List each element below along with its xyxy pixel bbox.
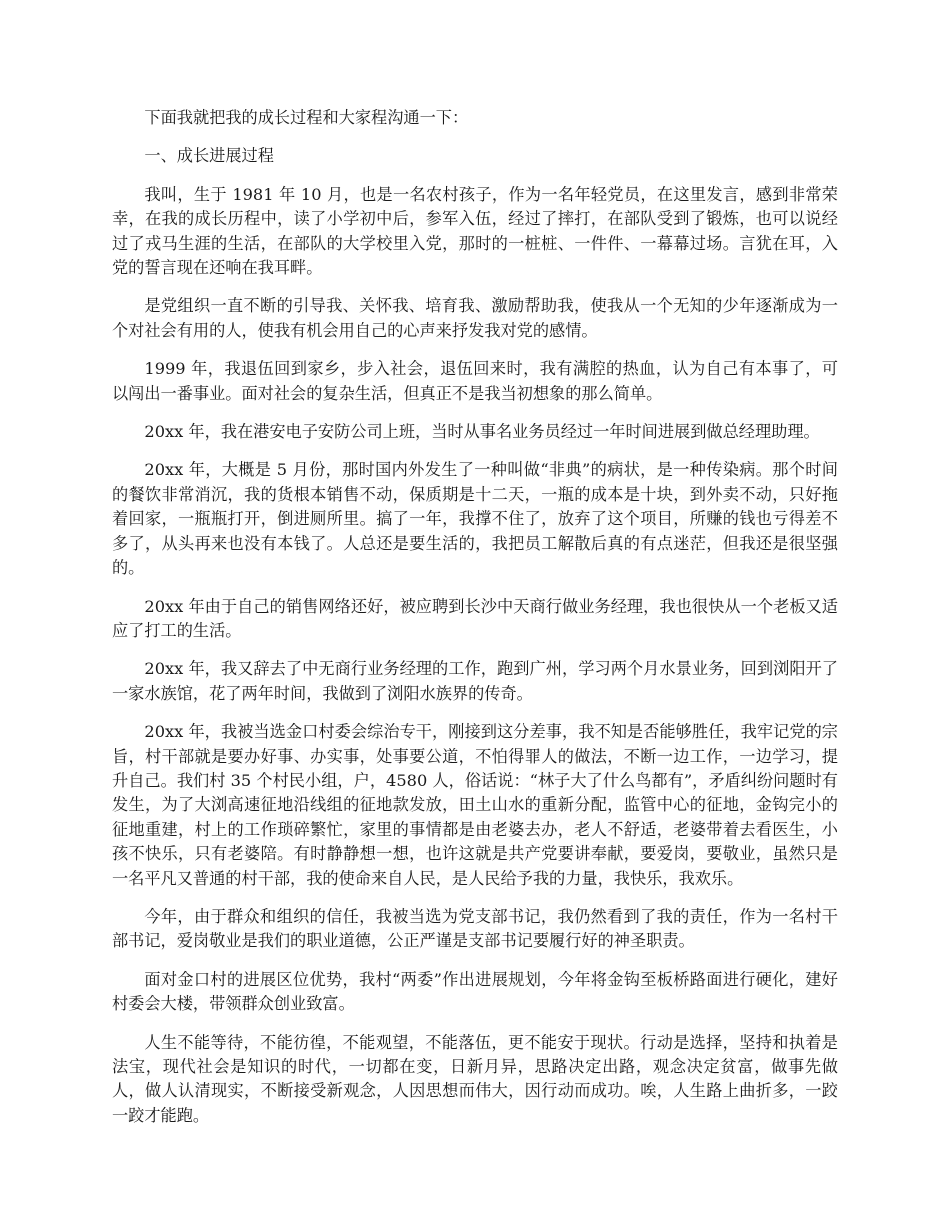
body-paragraph-party: 是党组织一直不断的引导我、关怀我、培育我、激励帮助我，使我从一个无知的少年逐渐成为一个对社会有用的人，使我有机会用自己的心声来抒发我对党的感情。 xyxy=(112,296,838,340)
section-heading: 一、成长进展过程 xyxy=(144,146,274,166)
document-page xyxy=(112,106,838,1142)
body-paragraph-sales-manager: 20xx 年由于自己的销售网络还好，被应聘到长沙中天商行做业务经理，我也很快从一个老板又适应了打工的生活。 xyxy=(112,596,838,640)
body-paragraph-security-company: 20xx 年，我在港安电子安防公司上班，当时从事名业务员经过一年时间进展到做总经理助理。 xyxy=(144,422,820,442)
body-paragraph-development-plan: 面对金口村的进展区位优势，我村“两委”作出进展规划，今年将金钩至板桥路面进行硬化，建好村委会大楼，带领群众创业致富。 xyxy=(112,969,838,1014)
body-paragraph-sars: 20xx 年，大概是 5 月份，那时国内外发生了一种叫做“非典”的病状，是一种传染病。那个时间的餐饮非常消沉，我的货根本销售不动，保质期是十二天，一瓶的成本是十块，到外卖不动，只好拖着回家，一瓶瓶打开，倒进厕所里。搞了一年，我撑不住了，放弃了这个项目，所赚的钱也亏得差不多了，从头再来也没有本钱了。人总还是要生活的，我把员工解散后真的有点迷茫，但我还是很坚强的。 xyxy=(112,460,838,578)
body-paragraph-1999: 1999 年，我退伍回到家乡，步入社会，退伍回来时，我有满腔的热血，认为自己有本事了，可以闯出一番事业。面对社会的复杂生活，但真正不是我当初想象的那么简单。 xyxy=(112,359,838,403)
body-paragraph-party-secretary: 今年，由于群众和组织的信任，我被当选为党支部书记，我仍然看到了我的责任，作为一名村干部书记，爱岗敬业是我们的职业道德，公正严谨是支部书记要履行好的神圣职责。 xyxy=(112,906,838,951)
body-paragraph-birth: 我叫，生于 1981 年 10 月，也是一名农村孩子，作为一名年轻党员，在这里发言，感到非常荣幸，在我的成长历程中，读了小学初中后，参军入伍，经过了摔打，在部队受到了锻炼，也可以说经过了戎马生涯的生活，在部队的大学校里入党，那时的一桩桩、一件件、一幕幕过场。言犹在耳，入党的誓言现在还响在我耳畔。 xyxy=(112,184,838,278)
intro-paragraph: 下面我就把我的成长过程和大家程沟通一下： xyxy=(144,108,469,127)
body-paragraph-aquarium: 20xx 年，我又辞去了中无商行业务经理的工作，跑到广州，学习两个月水景业务，回到浏阳开了一家水族馆，花了两年时间，我做到了浏阳水族界的传奇。 xyxy=(112,659,838,703)
body-paragraph-village-committee: 20xx 年，我被当选金口村委会综治专干，刚接到这分差事，我不知是否能够胜任，我牢记党的宗旨，村干部就是要办好事、办实事，处事要公道，不怕得罪人的做法，不断一边工作，一边学习，提升自己。我们村 35 个村民小组，户，4580 人，俗话说：“林子大了什么鸟都有”，矛盾纠纷问题时有发生，为了大浏高速征地沿线组的征地款发放，田土山水的重新分配，监管中心的征地，金钩完小的征地重建，村上的工作琐碎繁忙，家里的事情都是由老婆去办，老人不舒适，老婆带着去看医生，小孩不快乐，只有老婆陪。有时静静想一想，也许这就是共产党要讲奉献，要爱岗，要敬业，虽然只是一名平凡又普通的村干部，我的使命来自人民，是人民给予我的力量，我快乐，我欢乐。 xyxy=(112,722,838,888)
body-paragraph-conclusion: 人生不能等待，不能彷徨，不能观望，不能落伍，更不能安于现状。行动是选择，坚持和执着是法宝，现代社会是知识的时代，一切都在变，日新月异，思路决定出路，观念决定贫富，做事先做人，做人认清现实，不断接受新观念，人因思想而伟大，因行动而成功。唉，人生路上曲折多，一跤一跤才能跑。 xyxy=(112,1032,838,1125)
